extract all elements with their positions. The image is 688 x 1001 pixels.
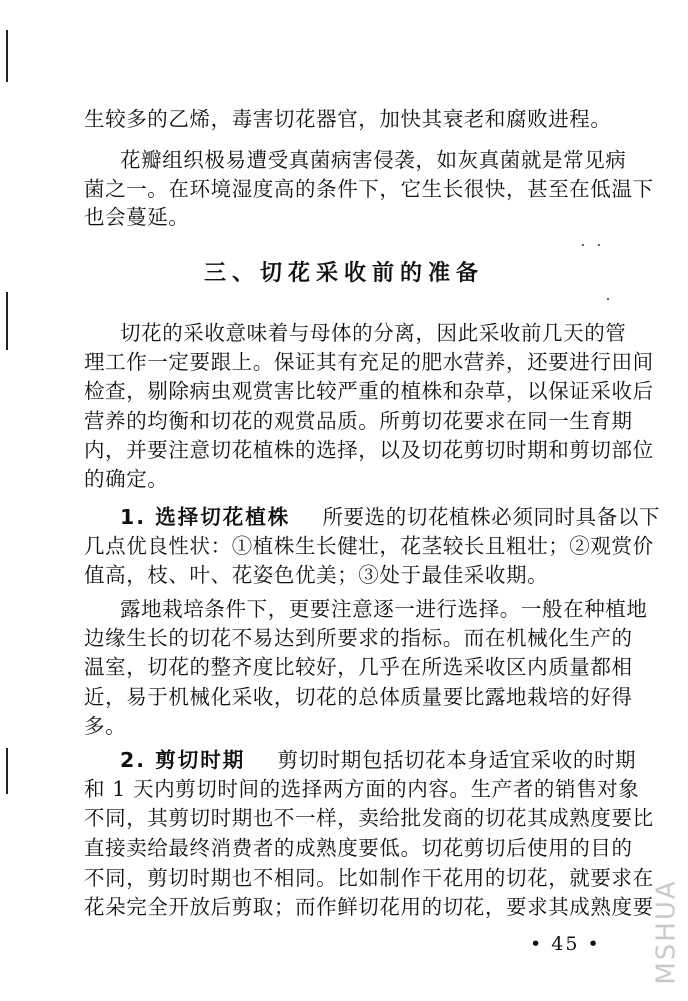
item-2-line: 花朵完全开放后剪取；而作鲜切花用的切花，要求其成熟度要 — [84, 895, 654, 919]
item-2-line: 不同，其剪切时期也不一样，卖给批发商的切花其成熟度要比 — [84, 806, 654, 830]
item-2-line: 不同，剪切时期也不相同。比如制作干花用的切花，就要求在 — [84, 866, 654, 890]
paragraph-4-line: 露地栽培条件下，更要注意逐一进行选择。一般在种植地 — [120, 597, 648, 621]
paragraph-3-line: 理工作一定要跟上。保证其有充足的肥水营养，还要进行田间 — [84, 350, 654, 374]
item-1-text: 所要选的切花植株必须同时具备以下 — [322, 505, 661, 529]
item-2-first-line — [120, 748, 636, 772]
paragraph-4-line: 多。 — [84, 714, 127, 738]
scan-speck — [582, 244, 584, 246]
paragraph-3-line: 检查，剔除病虫观赏害比较严重的植株和杂草，以保证采收后 — [84, 379, 654, 403]
item-2-line: 和 1 天内剪切时间的选择两方面的内容。生产者的销售对象 — [84, 777, 640, 801]
section-heading: 三、切花采收前的准备 — [203, 261, 484, 286]
item-1-line: 值高，枝、叶、花姿色优美；③处于最佳采收期。 — [84, 563, 549, 587]
scan-speck — [607, 298, 609, 300]
watermark-text: MSHUA — [652, 879, 682, 985]
item-1-first-line — [120, 505, 660, 529]
paragraph-4-line: 边缘生长的切花不易达到所要求的指标。而在机械化生产的 — [84, 626, 633, 650]
paragraph-3-line: 切花的采收意味着与母体的分离，因此采收前几天的管 — [120, 321, 627, 345]
paragraph-1-line: 生较多的乙烯，毒害切花器官，加快其衰老和腐败进程。 — [84, 107, 612, 131]
item-1-label: 1. 选择切花植株 — [120, 505, 291, 529]
item-1-line: 几点优良性状：①植株生长健壮，花茎较长且粗壮；②观赏价 — [84, 534, 654, 558]
paragraph-2-line: 也会蔓延。 — [84, 205, 190, 229]
scan-edge-mark — [6, 30, 8, 82]
paragraph-2-line: 菌之一。在环境湿度高的条件下，它生长很快，甚至在低温下 — [84, 177, 654, 201]
paragraph-3-line: 营养的均衡和切花的观赏品质。所剪切花要求在同一生育期 — [84, 409, 633, 433]
paragraph-3-line: 内，并要注意切花植株的选择，以及切花剪切时期和剪切部位 — [84, 438, 654, 462]
item-2-line: 直接卖给最终消费者的成熟度要低。切花剪切后使用的目的 — [84, 836, 633, 860]
watermark — [650, 868, 684, 996]
scan-edge-mark — [6, 292, 8, 350]
paragraph-4-line: 近，易于机械化采收，切花的总体质量要比露地栽培的好得 — [84, 685, 633, 709]
page-number: • 45 • — [530, 933, 601, 955]
item-2-label: 2. 剪切时期 — [120, 748, 246, 772]
scan-edge-mark — [6, 748, 8, 794]
paragraph-3-line: 的确定。 — [84, 467, 169, 491]
scan-speck — [598, 244, 600, 246]
item-2-text: 剪切时期包括切花本身适宜采收的时期 — [277, 748, 637, 772]
paragraph-2-line: 花瓣组织极易遭受真菌病害侵袭，如灰真菌就是常见病 — [120, 148, 627, 172]
paragraph-4-line: 温室，切花的整齐度比较好，几乎在所选采收区内质量都相 — [84, 655, 633, 679]
